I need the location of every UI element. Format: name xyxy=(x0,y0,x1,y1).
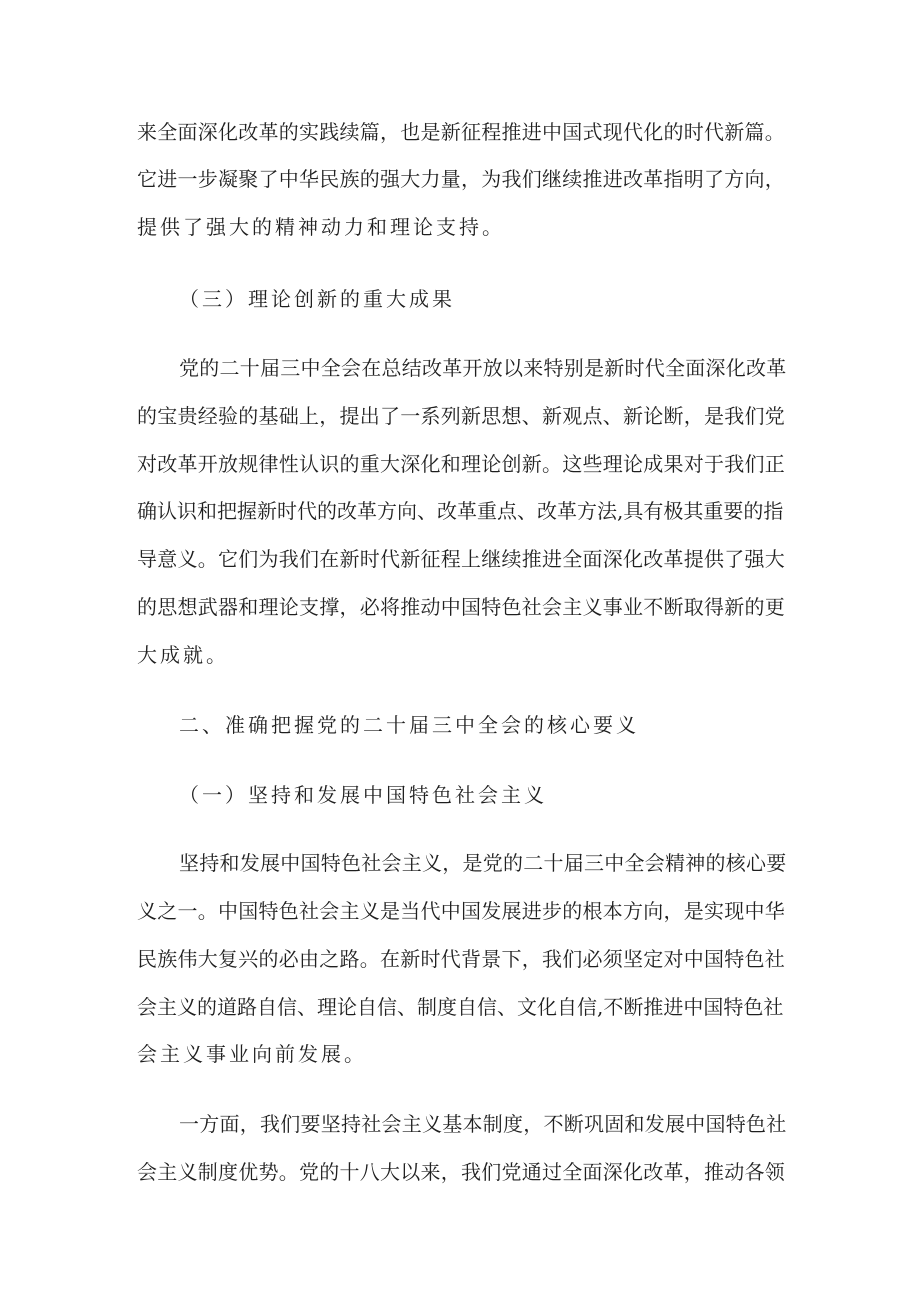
paragraph-1-line-2: 它进一步凝聚了中华民族的强大力量，为我们继续推进改革指明了方向， xyxy=(137,167,785,191)
paragraph-2-line-6: 的思想武器和理论支撑，必将推动中国特色社会主义事业不断取得新的更 xyxy=(137,595,785,619)
paragraph-4-line-1: 一方面，我们要坚持社会主义基本制度，不断巩固和发展中国特色社 xyxy=(179,1112,787,1136)
section-heading-2: 二、准确把握党的二十届三中全会的核心要义 xyxy=(179,713,639,737)
paragraph-4-line-2: 会主义制度优势。党的十八大以来，我们党通过全面深化改革，推动各领 xyxy=(137,1160,785,1184)
paragraph-1-line-3: 提供了强大的精神动力和理论支持。 xyxy=(137,215,505,239)
paragraph-3-line-4: 会主义的道路自信、理论自信、制度自信、文化自信,不断推进中国特色社 xyxy=(137,995,784,1019)
subheading-theory-innovation: （三）理论创新的重大成果 xyxy=(179,287,455,311)
paragraph-2-line-3: 对改革开放规律性认识的重大深化和理论创新。这些理论成果对于我们正 xyxy=(137,452,785,476)
paragraph-3-line-5: 会主义事业向前发展。 xyxy=(137,1042,367,1066)
paragraph-2-line-1: 党的二十届三中全会在总结改革开放以来特别是新时代全面深化改革 xyxy=(179,356,787,380)
paragraph-1-line-1: 来全面深化改革的实践续篇，也是新征程推进中国式现代化的时代新篇。 xyxy=(137,120,785,144)
paragraph-2-line-4: 确认识和把握新时代的改革方向、改革重点、改革方法,具有极其重要的指 xyxy=(137,499,784,523)
paragraph-3-line-2: 义之一。中国特色社会主义是当代中国发展进步的根本方向，是实现中华 xyxy=(137,899,785,923)
subheading-socialism: （一）坚持和发展中国特色社会主义 xyxy=(179,783,547,807)
paragraph-3-line-3: 民族伟大复兴的必由之路。在新时代背景下，我们必须坚定对中国特色社 xyxy=(137,947,785,971)
paragraph-3-line-1: 坚持和发展中国特色社会主义，是党的二十届三中全会精神的核心要 xyxy=(179,851,787,875)
paragraph-2-line-7: 大成就。 xyxy=(137,643,229,667)
paragraph-2-line-2: 的宝贵经验的基础上，提出了一系列新思想、新观点、新论断，是我们党 xyxy=(137,404,785,428)
paragraph-2-line-5: 导意义。它们为我们在新时代新征程上继续推进全面深化改革提供了强大 xyxy=(137,547,785,571)
